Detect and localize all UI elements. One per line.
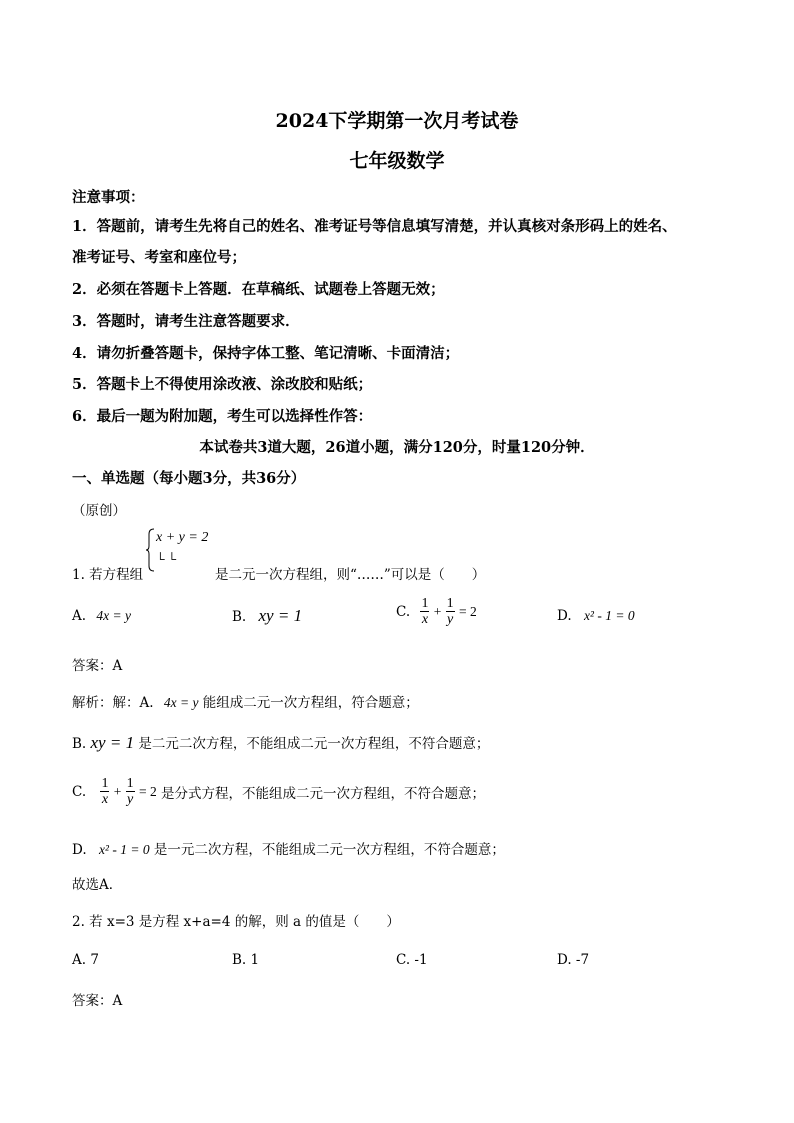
notice-line: 1．答题前，请考生先将自己的姓名、准考证号等信息填写清楚，并认真核对条形码上的姓名、 xyxy=(72,218,677,235)
q2-answer: 答案：A xyxy=(72,993,123,1009)
analysis-a: 解析：解：A. 4x = y 能组成二元一次方程组，符合题意； xyxy=(72,695,419,711)
q2-option-b: B. 1 xyxy=(232,952,260,968)
page-subtitle: 七年级数学 xyxy=(349,150,445,172)
q1-prefix: 1. 若方程组 xyxy=(72,567,144,583)
origin-note: （原创） xyxy=(72,503,126,519)
notice-line: 6．最后一题为附加题，考生可以选择性作答： xyxy=(72,408,373,425)
notice-line: 准考证号、考室和座位号； xyxy=(72,249,246,266)
notice-line: 4．请勿折叠答题卡，保持字体工整、笔记清晰、卡面清洁； xyxy=(72,345,460,362)
q1-suffix: 是二元一次方程组，则“……”可以是（ ） xyxy=(215,567,486,583)
option-d-label: D. xyxy=(557,608,572,624)
analysis-b: B. xy = 1 是二元二次方程，不能组成二元一次方程组，不符合题意； xyxy=(72,733,490,752)
q2-stem: 2. 若 x=3 是方程 x+a=4 的解，则 a 的值是（ ） xyxy=(72,914,400,930)
fraction: $\frac{1}{x}$ xyxy=(421,596,429,627)
fraction: $\frac{1}{y}$ xyxy=(126,776,134,807)
q1-system-line2: └ └ xyxy=(156,552,177,566)
option-c-label: C. xyxy=(396,603,411,620)
q1-option-c: C. $\frac{1}{x}$ + $\frac{1}{y}$ = 2 xyxy=(396,596,477,627)
option-b-label: B. xyxy=(232,609,247,625)
option-d-math: x² - 1 = 0 xyxy=(583,608,635,623)
notice-line: 5．答题卡上不得使用涂改液、涂改胶和贴纸； xyxy=(72,376,373,393)
q1-answer: 答案：A xyxy=(72,658,123,674)
left-brace-icon xyxy=(145,528,155,572)
q2-option-d: D. -7 xyxy=(557,952,590,968)
q1-system-line1: x + y = 2 xyxy=(156,530,209,545)
analysis-c: C. $\frac{1}{x}$ + $\frac{1}{y}$ = 2 是分式方程，不能组成二元一次方程组，不符合题意； xyxy=(72,776,485,807)
q1-conclusion: 故选A． xyxy=(72,877,123,893)
q2-option-a: A. 7 xyxy=(72,952,99,968)
fraction: $\frac{1}{x}$ xyxy=(101,776,109,807)
option-a-math: 4x = y xyxy=(96,608,131,623)
notice-line: 2．必须在答题卡上答题．在草稿纸、试题卷上答题无效； xyxy=(72,281,445,298)
notice-line: 3．答题时，请考生注意答题要求． xyxy=(72,313,300,330)
option-b-math: xy = 1 xyxy=(258,606,303,625)
notice-heading: 注意事项： xyxy=(72,189,145,206)
q1-option-b xyxy=(232,606,302,626)
exam-summary: 本试卷共3道大题，26道小题，满分120分，时量120分钟． xyxy=(199,439,595,456)
q1-option-d xyxy=(557,608,635,624)
q1-option-a xyxy=(72,608,131,624)
page-title: 2024下学期第一次月考试卷 xyxy=(275,110,519,132)
fraction: $\frac{1}{y}$ xyxy=(446,596,454,627)
section-heading: 一、单选题（每小题3分，共36分） xyxy=(72,470,306,487)
option-a-label: A. xyxy=(72,608,87,624)
q2-option-c: C. -1 xyxy=(396,952,428,968)
analysis-d: D. x² - 1 = 0 是一元二次方程，不能组成二元一次方程组，不符合题意； xyxy=(72,842,505,858)
